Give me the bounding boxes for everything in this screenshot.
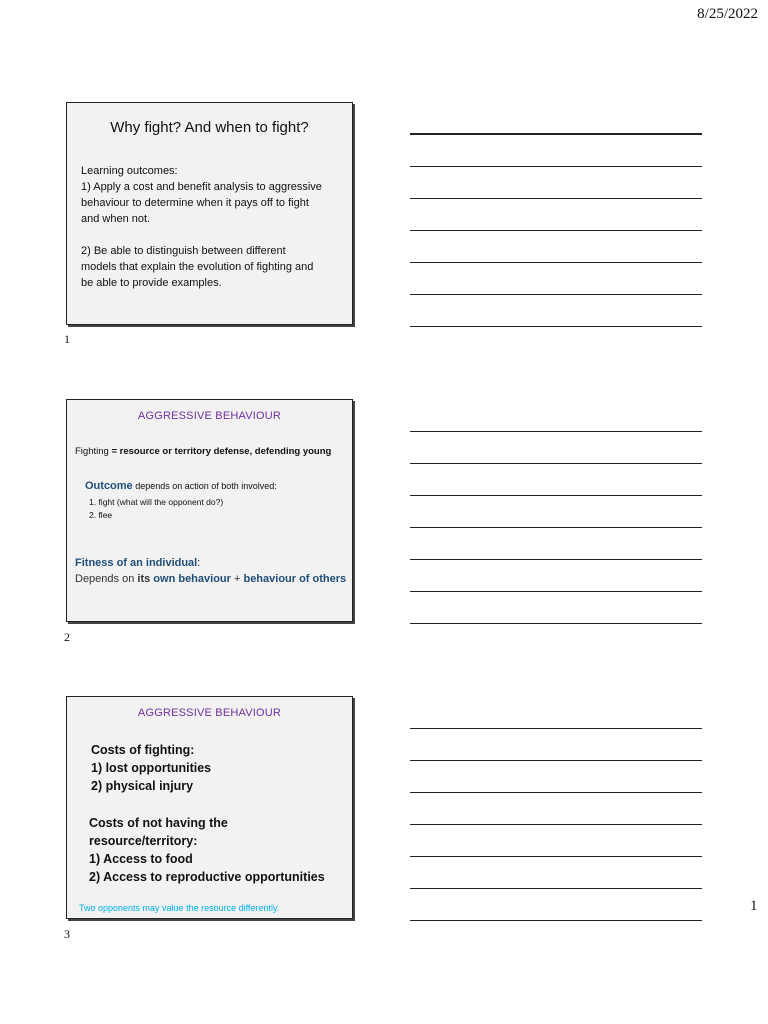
slide-number: 3 [64, 927, 70, 941]
text-line: Costs of not having the [89, 816, 228, 830]
costs-of-fighting [91, 741, 211, 795]
note-line [410, 728, 702, 729]
note-line [410, 920, 702, 921]
print-date: 8/25/2022 [697, 6, 758, 22]
note-line [410, 824, 702, 825]
note-line [410, 591, 702, 592]
slide-heading: AGGRESSIVE BEHAVIOUR [137, 410, 282, 422]
fitness-heading [75, 557, 200, 569]
text-line: Costs of fighting: [91, 743, 195, 757]
depends-others: behaviour of others [243, 573, 347, 585]
depends-plus: + [230, 573, 244, 585]
note-line [410, 166, 702, 167]
footnote: Two opponents may value the resource differently. [79, 903, 280, 913]
text-line: Learning outcomes: [81, 165, 178, 177]
text-line: behaviour to determine when it pays off to fight [81, 197, 309, 209]
text-line: 1) Access to food [89, 852, 193, 866]
slide-number: 1 [64, 332, 70, 346]
note-line [410, 792, 702, 793]
slide-number: 2 [64, 630, 70, 644]
note-line [410, 888, 702, 889]
note-line [410, 559, 702, 560]
text-line: 1) Apply a cost and benefit analysis to aggressive [81, 181, 322, 193]
slide-title: Why fight? And when to fight? [110, 119, 309, 136]
note-line [410, 495, 702, 496]
note-line [410, 198, 702, 199]
fighting-label: Fighting [75, 446, 109, 457]
fighting-def: = resource or territory defense, defending young [111, 446, 332, 457]
list-item: 2. flee [89, 510, 113, 520]
outcome-list [89, 496, 223, 522]
slide-3 [66, 696, 353, 919]
slide-heading: AGGRESSIVE BEHAVIOUR [137, 707, 282, 719]
list-item: 1. fight (what will the opponent do?) [89, 497, 224, 507]
fitness-keyword: Fitness of an individual [75, 557, 198, 569]
note-line [410, 463, 702, 464]
slide-1 [66, 102, 353, 325]
fitness-colon: : [197, 557, 201, 569]
note-line [410, 326, 702, 327]
note-line [410, 527, 702, 528]
learning-outcomes [81, 163, 343, 291]
note-line [410, 856, 702, 857]
note-line [410, 431, 702, 432]
note-line [410, 230, 702, 231]
outcome-line [85, 480, 277, 492]
text-line: models that explain the evolution of fighting and [81, 261, 314, 273]
outcome-keyword: Outcome [85, 480, 133, 492]
fighting-definition [75, 446, 331, 457]
note-line [410, 133, 702, 135]
text-line: and when not. [81, 213, 151, 225]
slide-2 [66, 399, 353, 622]
text-line: be able to provide examples. [81, 277, 222, 289]
text-line: 2) Be able to distinguish between different [81, 245, 286, 257]
costs-of-not-having [89, 814, 325, 886]
depends-prefix: Depends on [75, 573, 138, 585]
depends-its: its [137, 573, 154, 585]
text-line: 2) physical injury [91, 779, 194, 793]
note-line [410, 623, 702, 624]
text-line: 2) Access to reproductive opportunities [89, 870, 325, 884]
outcome-text: depends on action of both involved: [135, 481, 277, 491]
depends-line [75, 573, 346, 585]
note-line [410, 294, 702, 295]
note-line [410, 760, 702, 761]
note-line [410, 262, 702, 263]
page-number: 1 [750, 898, 758, 914]
text-line: 1) lost opportunities [91, 761, 212, 775]
depends-own: own behaviour [153, 573, 231, 585]
text-line: resource/territory: [89, 834, 198, 848]
